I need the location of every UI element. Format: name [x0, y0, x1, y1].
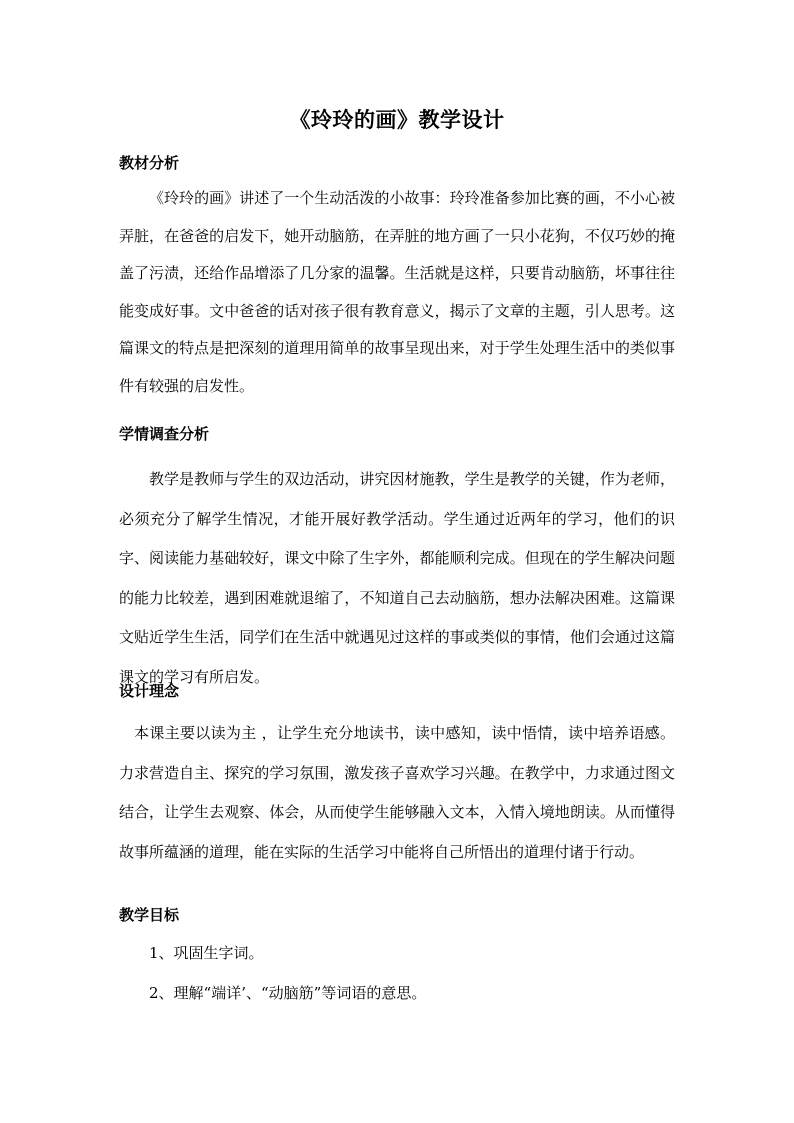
list-item: 2、理解“端详’、“动脑筋”等词语的意思。: [149, 984, 427, 1002]
section-paragraph-student-analysis: 教学是教师与学生的双边活动，讲究因材施教，学生是教学的关键，作为老师，必须充分了解学生情况，才能开展好教学活动。学生通过近两年的学习，他们的识字、阅读能力基础较好，课文中除了生字外，都能顺利完成。但现在的学生解决问题的能力比较差，遇到困难就退缩了，不知道自己去动脑筋，想办法解决困难。这篇课文贴近学生生活，同学们在生活中就遇见过这样的事或类似的事情，他们会通过这篇课文的学习有所启发。: [119, 470, 675, 686]
section-heading-student-analysis: 学情调查分析: [119, 425, 210, 443]
section-paragraph-textbook-analysis: 《玲玲的画》讲述了一个生动活泼的小故事：玲玲准备参加比赛的画，不小心被弄脏，在爸爸的启发下，她开动脑筋，在弄脏的地方画了一只小花狗，不仅巧妙的掩盖了污渍，还给作品增添了几分家的温馨。生活就是这样，只要肯动脑筋，坏事往往能变成好事。文中爸爸的话对孩子很有教育意义，揭示了文章的主题，引人思考。这篇课文的特点是把深刻的道理用简单的故事呈现出来，对于学生处理生活中的类似事件有较强的启发性。: [119, 189, 675, 395]
section-heading-teaching-goals: 教学目标: [119, 906, 180, 924]
section-heading-textbook-analysis: 教材分析: [119, 154, 180, 172]
section-heading-design-concept: 设计理念: [119, 682, 180, 700]
document-title: 《玲玲的画》教学设计: [289, 107, 505, 132]
section-paragraph-design-concept: 本课主要以读为主 ，让学生充分地读书，读中感知，读中悟情，读中培养语感。力求营造自主、探究的学习氛围，激发孩子喜欢学习兴趣。在教学中，力求通过图文结合，让学生去观察、体会，从而使学生能够融入文本，入情入境地朗读。从而懂得故事所蕴涵的道理，能在实际的生活学习中能将自己所悟出的道理付诸于行动。: [119, 724, 675, 861]
list-item: 1、巩固生字词。: [149, 944, 264, 962]
